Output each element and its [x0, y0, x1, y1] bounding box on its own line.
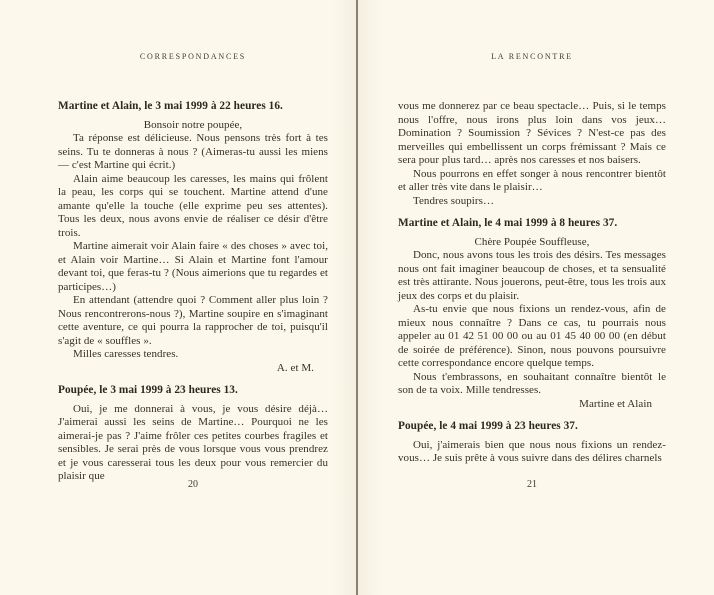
letter-heading: Martine et Alain, le 3 mai 1999 à 22 heures 16.: [58, 100, 283, 112]
letter-heading: Poupée, le 3 mai 1999 à 23 heures 13.: [58, 384, 238, 396]
letter-signature: A. et M.: [276, 361, 314, 374]
letter-closing: Tendres soupirs…: [413, 194, 494, 207]
letter-paragraph: Nous pourrons en effet songer à nous rencontrer bientôt et aller très vite dans le plaisir…: [398, 167, 666, 193]
letter-heading: Martine et Alain, le 4 mai 1999 à 8 heures 37.: [398, 217, 618, 229]
letter-signature: Martine et Alain: [579, 397, 652, 410]
left-page: [0, 0, 356, 595]
letter-paragraph: Martine aimerait voir Alain faire « des choses » avec toi, et Alain voir Martine… Si Alain et Martine font l'amour devant toi, que feras-tu ? (Nous aimerions que tu regardes et participes…): [58, 240, 328, 293]
page-number-left: 20: [188, 479, 198, 490]
letter-paragraph: Ta réponse est délicieuse. Nous pensons très fort à tes seins. Tu te donneras à nous ? (Aimeras-tu aussi les miens — c'est Martine qui écrit.): [58, 132, 328, 171]
letter-salutation: Bonsoir notre poupée,: [143, 118, 243, 131]
running-header-right: LA RENCONTRE: [491, 52, 573, 61]
page-number-right: 21: [527, 479, 537, 490]
letter-paragraph: Oui, j'aimerais bien que nous nous fixions un rendez-vous… Je suis prête à vous suivre dans des délires charnels: [398, 438, 666, 464]
letter-paragraph-continuation: vous me donnerez par ce beau spectacle… Puis, si le temps nous l'offre, nous irons plus loin dans vos jeux… Domination ? Soumission ? Sévices ? N'est-ce pas des merveilles qui embellissent un corps frémissant ? Mais ce sera pour plus tard… après nos caresses et nos baisers.: [398, 100, 666, 166]
letter-paragraph: Nous t'embrassons, en souhaitant connaître bientôt le son de ta voix. Mille tendresses.: [398, 370, 666, 396]
letter-paragraph: Oui, je me donnerai à vous, je vous désire déjà… J'aimerai aussi les seins de Martine… Pourquoi ne les aimerai-je pas ? J'aime frôler ces petites courbes fragiles et sensibles. Je serai près de vous lorsque vous vous prendrez et je vous caresserai tous les deux pour vous remercier du plaisir que: [58, 402, 328, 482]
running-header-left: CORRESPONDANCES: [139, 52, 247, 61]
letter-salutation: Chère Poupée Souffleuse,: [474, 235, 590, 248]
letter-paragraph: En attendant (attendre quoi ? Comment aller plus loin ? Nous rencontrerons-nous ?), Martine soupire en s'imaginant cette aventure, ce qui pourra la rapprocher de toi, puisqu'il s'agit de « souffles ».: [58, 294, 328, 347]
left-page-text: [58, 100, 328, 484]
right-page-text: [398, 100, 666, 466]
right-page: [358, 0, 714, 595]
letter-heading: Poupée, le 4 mai 1999 à 23 heures 37.: [398, 420, 578, 432]
letter-closing: Milles caresses tendres.: [73, 348, 179, 360]
letter-paragraph: Alain aime beaucoup les caresses, les mains qui frôlent la peau, les corps qui se touchent. Martine attend d'une amante qu'elle la touche (elle exprime peu ses attentes). Tous les deux, nous avons envie de réaliser ce désir d'être trois.: [58, 172, 328, 239]
letter-paragraph: As-tu envie que nous fixions un rendez-vous, afin de mieux nous connaître ? Dans ce cas, tu pourrais nous appeler au 01 42 51 00 00 ou au 01 45 40 00 00 (en début de soirée de préférence). Sinon, nous pouvons poursuivre cette correspondance encore quelque temps.: [398, 303, 666, 369]
letter-paragraph: Donc, nous avons tous les trois des désirs. Tes messages nous ont fait imaginer beaucoup de choses, et ta sensualité est très attirante. Nous jouerons, peut-être, tous les trois aux jeux des corps et du plaisir.: [398, 249, 666, 302]
